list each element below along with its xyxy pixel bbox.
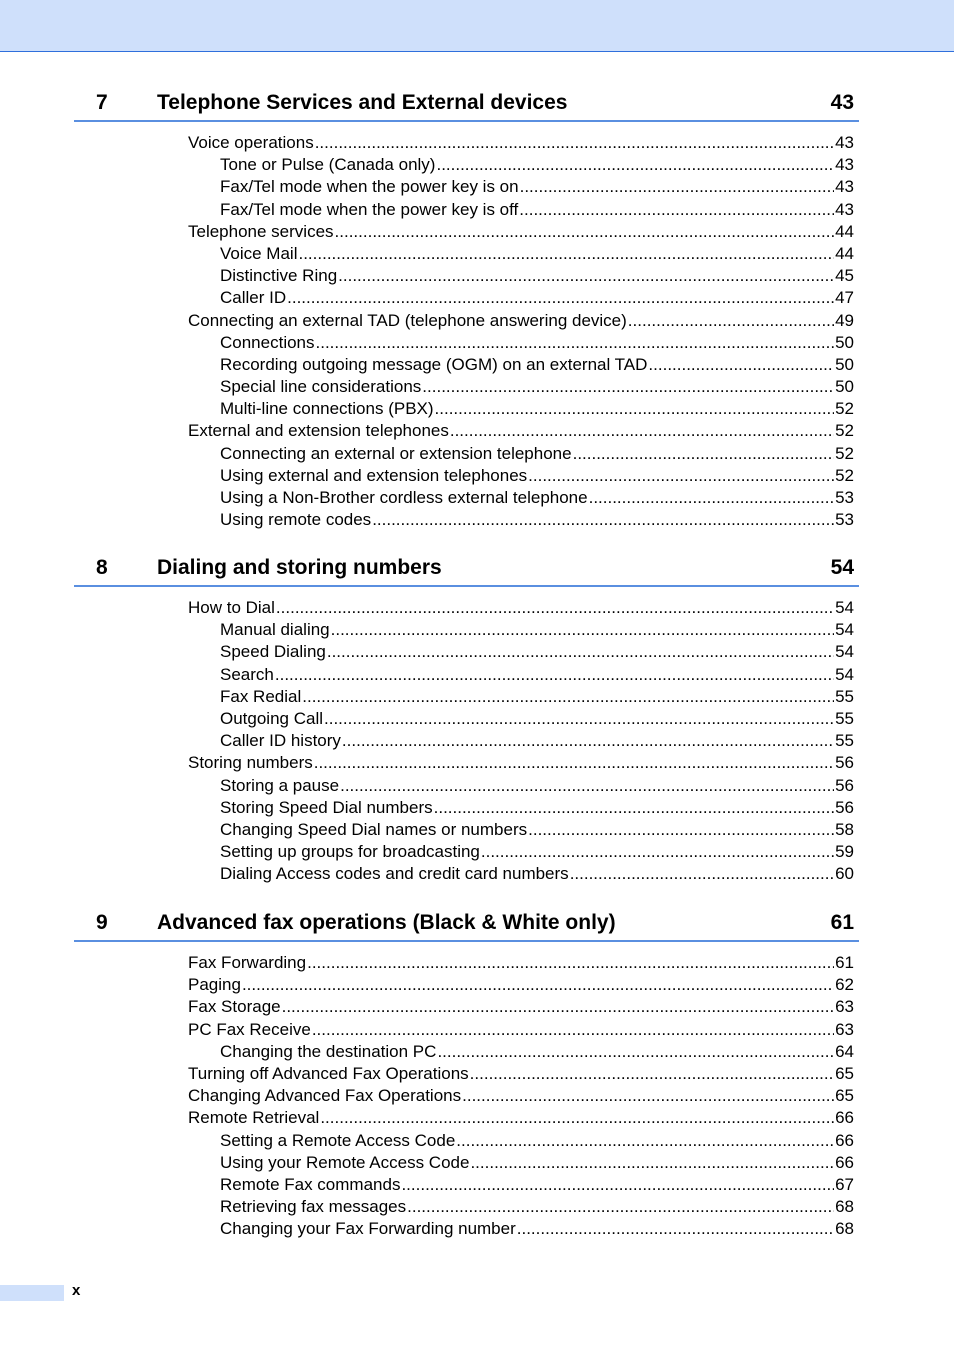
toc-entry-page-number: 63 bbox=[835, 997, 854, 1017]
toc-entry-label: Special line considerations bbox=[220, 377, 422, 397]
toc-entry-label: Changing Speed Dial names or numbers bbox=[220, 819, 528, 839]
toc-entry[interactable] bbox=[188, 1218, 854, 1240]
toc-entry[interactable] bbox=[188, 376, 854, 398]
toc-entry[interactable] bbox=[188, 1019, 854, 1041]
toc-entry-label: Dialing Access codes and credit card numbers bbox=[220, 864, 569, 884]
toc-entry-page-number: 59 bbox=[835, 842, 854, 862]
toc-entry-page-number: 54 bbox=[835, 620, 854, 640]
dot-leader bbox=[648, 354, 834, 376]
dot-leader bbox=[517, 1218, 834, 1240]
toc-entry[interactable] bbox=[188, 199, 854, 221]
toc-entry-page-number: 66 bbox=[835, 1152, 854, 1172]
dot-leader bbox=[282, 996, 834, 1018]
toc-entry[interactable] bbox=[188, 1063, 854, 1085]
toc-entry-label: Fax Forwarding bbox=[188, 953, 307, 972]
footer-page-number: x bbox=[72, 1282, 81, 1299]
toc-entry[interactable] bbox=[188, 420, 854, 442]
toc-entry-label: Storing Speed Dial numbers bbox=[220, 797, 433, 817]
toc-entry-label: Connections bbox=[220, 332, 315, 352]
toc-entry-label: Remote Fax commands bbox=[220, 1174, 401, 1194]
toc-entry-page-number: 45 bbox=[835, 266, 854, 286]
toc-entry[interactable] bbox=[188, 996, 854, 1018]
toc-entry[interactable] bbox=[188, 641, 854, 663]
toc-entry[interactable] bbox=[188, 863, 854, 885]
chapter-section bbox=[74, 906, 859, 1239]
chapter-heading bbox=[74, 86, 859, 122]
toc-entry-page-number: 55 bbox=[835, 686, 854, 706]
toc-entry-list bbox=[188, 597, 854, 885]
dot-leader bbox=[436, 154, 834, 176]
toc-entry[interactable] bbox=[188, 730, 854, 752]
dot-leader bbox=[570, 863, 834, 885]
toc-entry[interactable] bbox=[188, 797, 854, 819]
dot-leader bbox=[401, 1174, 834, 1196]
toc-entry-label: Caller ID history bbox=[220, 731, 341, 751]
toc-entry[interactable] bbox=[188, 509, 854, 531]
toc-entry-page-number: 56 bbox=[835, 753, 854, 773]
dot-leader bbox=[324, 708, 834, 730]
toc-entry[interactable] bbox=[188, 686, 854, 708]
toc-entry-page-number: 50 bbox=[835, 332, 854, 352]
toc-entry-label: Recording outgoing message (OGM) on an external TAD bbox=[220, 354, 648, 374]
dot-leader bbox=[437, 1041, 834, 1063]
toc-entry-label: Voice Mail bbox=[220, 243, 298, 263]
toc-entry-page-number: 62 bbox=[835, 975, 854, 995]
chapter-page-number: 43 bbox=[830, 91, 854, 114]
toc-entry-page-number: 43 bbox=[835, 199, 854, 219]
toc-entry[interactable] bbox=[188, 132, 854, 154]
toc-entry-label: Fax/Tel mode when the power key is off bbox=[220, 199, 519, 219]
toc-entry[interactable] bbox=[188, 619, 854, 641]
toc-entry[interactable] bbox=[188, 1107, 854, 1129]
toc-entry-page-number: 52 bbox=[835, 399, 854, 419]
toc-entry-label: PC Fax Receive bbox=[188, 1019, 311, 1039]
toc-entry-page-number: 47 bbox=[835, 288, 854, 308]
toc-entry[interactable] bbox=[188, 332, 854, 354]
dot-leader bbox=[331, 619, 834, 641]
toc-entry-label: Tone or Pulse (Canada only) bbox=[220, 155, 436, 175]
toc-entry-page-number: 43 bbox=[835, 133, 854, 152]
toc-entry-label: Using remote codes bbox=[220, 510, 372, 530]
chapter-section bbox=[74, 551, 859, 884]
toc-entry-list bbox=[188, 132, 854, 531]
dot-leader bbox=[589, 487, 834, 509]
toc-entry-label: Caller ID bbox=[220, 288, 287, 308]
toc-entry-label: Search bbox=[220, 664, 274, 684]
toc-entry-page-number: 65 bbox=[835, 1086, 854, 1106]
dot-leader bbox=[276, 597, 834, 619]
header-band bbox=[0, 0, 954, 52]
toc-entry[interactable] bbox=[188, 265, 854, 287]
toc-entry[interactable] bbox=[188, 708, 854, 730]
toc-entry-page-number: 43 bbox=[835, 155, 854, 175]
toc-entry-page-number: 53 bbox=[835, 510, 854, 530]
toc-entry-label: Using your Remote Access Code bbox=[220, 1152, 470, 1172]
toc-entry[interactable] bbox=[188, 664, 854, 686]
toc-entry-label: Speed Dialing bbox=[220, 642, 326, 662]
toc-entry[interactable] bbox=[188, 398, 854, 420]
toc-entry-page-number: 68 bbox=[835, 1197, 854, 1217]
dot-leader bbox=[520, 176, 834, 198]
toc-entry-page-number: 49 bbox=[835, 310, 854, 330]
dot-leader bbox=[422, 376, 834, 398]
toc-entry-page-number: 52 bbox=[835, 421, 854, 441]
toc-entry[interactable] bbox=[188, 1174, 854, 1196]
dot-leader bbox=[298, 243, 834, 265]
toc-entry-page-number: 66 bbox=[835, 1130, 854, 1150]
toc-entry-page-number: 60 bbox=[835, 864, 854, 884]
dot-leader bbox=[470, 1152, 834, 1174]
toc-entry-label: Voice operations bbox=[188, 133, 314, 152]
toc-entry-page-number: 44 bbox=[835, 221, 854, 241]
toc-entry-label: Remote Retrieval bbox=[188, 1108, 320, 1128]
chapter-title: Dialing and storing numbers bbox=[157, 556, 442, 579]
toc-entry-page-number: 65 bbox=[835, 1063, 854, 1083]
toc-entry-label: External and extension telephones bbox=[188, 421, 449, 441]
dot-leader bbox=[342, 730, 834, 752]
toc-entry[interactable] bbox=[188, 1196, 854, 1218]
toc-entry-label: Using a Non-Brother cordless external telephone bbox=[220, 488, 588, 507]
toc-entry[interactable] bbox=[188, 952, 854, 974]
toc-entry-label: Fax/Tel mode when the power key is on bbox=[220, 177, 519, 197]
dot-leader bbox=[335, 221, 835, 243]
toc-entry-page-number: 64 bbox=[835, 1041, 854, 1061]
dot-leader bbox=[456, 1130, 834, 1152]
dot-leader bbox=[287, 287, 834, 309]
toc-entry[interactable] bbox=[188, 775, 854, 797]
toc-entry[interactable] bbox=[188, 221, 854, 243]
toc-entry-label: Setting a Remote Access Code bbox=[220, 1130, 456, 1150]
footer-band bbox=[0, 1285, 64, 1301]
dot-leader bbox=[628, 310, 834, 332]
toc-entry-page-number: 54 bbox=[835, 598, 854, 617]
toc-entry-page-number: 55 bbox=[835, 731, 854, 751]
toc-entry-page-number: 58 bbox=[835, 819, 854, 839]
toc-entry-label: Changing Advanced Fax Operations bbox=[188, 1086, 462, 1106]
dot-leader bbox=[315, 132, 834, 154]
toc-entry-page-number: 61 bbox=[835, 953, 854, 972]
toc-entry[interactable] bbox=[188, 154, 854, 176]
dot-leader bbox=[316, 332, 835, 354]
toc-entry-label: Outgoing Call bbox=[220, 708, 324, 728]
toc-entry-label: Changing the destination PC bbox=[220, 1041, 437, 1061]
toc-entry-label: Fax Redial bbox=[220, 686, 302, 706]
dot-leader bbox=[327, 641, 834, 663]
dot-leader bbox=[481, 841, 834, 863]
toc-entry[interactable] bbox=[188, 974, 854, 996]
dot-leader bbox=[407, 1196, 834, 1218]
toc-entry-label: Storing a pause bbox=[220, 775, 340, 795]
toc-entry-label: Telephone services bbox=[188, 221, 334, 241]
dot-leader bbox=[528, 819, 834, 841]
toc-entry-page-number: 53 bbox=[835, 488, 854, 507]
toc-entry-label: Retrieving fax messages bbox=[220, 1197, 407, 1217]
toc-entry-page-number: 50 bbox=[835, 377, 854, 397]
toc-entry-page-number: 44 bbox=[835, 243, 854, 263]
toc-entry[interactable] bbox=[188, 310, 854, 332]
dot-leader bbox=[470, 1063, 834, 1085]
toc-entry-page-number: 63 bbox=[835, 1019, 854, 1039]
dot-leader bbox=[372, 509, 834, 531]
chapter-number: 8 bbox=[96, 556, 108, 579]
toc-entry-page-number: 55 bbox=[835, 708, 854, 728]
dot-leader bbox=[450, 420, 834, 442]
toc-entry[interactable] bbox=[188, 243, 854, 265]
toc-entry-list bbox=[188, 952, 854, 1240]
toc-entry[interactable] bbox=[188, 1041, 854, 1063]
toc-entry-page-number: 56 bbox=[835, 797, 854, 817]
dot-leader bbox=[275, 664, 834, 686]
chapter-heading bbox=[74, 906, 859, 942]
dot-leader bbox=[462, 1085, 834, 1107]
chapter-number: 9 bbox=[96, 911, 108, 934]
chapter-section bbox=[74, 86, 859, 530]
toc-entry-page-number: 50 bbox=[835, 354, 854, 374]
toc-entry-page-number: 54 bbox=[835, 664, 854, 684]
toc-entry[interactable] bbox=[188, 819, 854, 841]
dot-leader bbox=[338, 265, 834, 287]
chapter-page-number: 61 bbox=[830, 911, 854, 934]
toc-entry-page-number: 66 bbox=[835, 1108, 854, 1128]
toc-entry[interactable] bbox=[188, 176, 854, 198]
toc-entry[interactable] bbox=[188, 1152, 854, 1174]
toc-entry-label: Multi-line connections (PBX) bbox=[220, 399, 434, 419]
chapter-number: 7 bbox=[96, 91, 108, 114]
dot-leader bbox=[314, 752, 834, 774]
toc-entry[interactable] bbox=[188, 287, 854, 309]
dot-leader bbox=[242, 974, 834, 996]
dot-leader bbox=[434, 797, 834, 819]
toc-entry-label: Storing numbers bbox=[188, 753, 313, 773]
toc-entry[interactable] bbox=[188, 752, 854, 774]
toc-entry-page-number: 54 bbox=[835, 642, 854, 662]
toc-entry[interactable] bbox=[188, 597, 854, 619]
toc-entry-label: Connecting an external or extension telephone bbox=[220, 443, 572, 463]
chapter-heading bbox=[74, 551, 859, 587]
toc-entry-page-number: 68 bbox=[835, 1219, 854, 1239]
toc-entry[interactable] bbox=[188, 465, 854, 487]
toc-entry-label: Distinctive Ring bbox=[220, 266, 338, 286]
dot-leader bbox=[573, 443, 834, 465]
toc-entry[interactable] bbox=[188, 841, 854, 863]
toc-entry[interactable] bbox=[188, 1130, 854, 1152]
toc-entry-label: Setting up groups for broadcasting bbox=[220, 842, 480, 862]
dot-leader bbox=[320, 1107, 834, 1129]
dot-leader bbox=[302, 686, 834, 708]
toc-entry-page-number: 52 bbox=[835, 465, 854, 485]
toc-entry-page-number: 52 bbox=[835, 443, 854, 463]
chapter-title: Advanced fax operations (Black & White only) bbox=[157, 911, 616, 934]
toc-entry-page-number: 67 bbox=[835, 1174, 854, 1194]
toc-entry-label: Connecting an external TAD (telephone answering device) bbox=[188, 310, 627, 330]
dot-leader bbox=[435, 398, 835, 420]
toc-entry-label: Changing your Fax Forwarding number bbox=[220, 1219, 516, 1239]
toc-entry-label: How to Dial bbox=[188, 598, 275, 617]
toc-entry-label: Fax Storage bbox=[188, 997, 281, 1017]
dot-leader bbox=[528, 465, 834, 487]
dot-leader bbox=[519, 199, 834, 221]
dot-leader bbox=[340, 775, 834, 797]
toc-entry-label: Using external and extension telephones bbox=[220, 465, 528, 485]
toc-entry-label: Paging bbox=[188, 975, 241, 995]
dot-leader bbox=[307, 952, 834, 974]
toc-entry[interactable] bbox=[188, 1085, 854, 1107]
chapter-page-number: 54 bbox=[830, 556, 854, 579]
toc-entry-page-number: 56 bbox=[835, 775, 854, 795]
toc-entry[interactable] bbox=[188, 354, 854, 376]
toc-entry[interactable] bbox=[188, 487, 854, 509]
toc-entry-label: Manual dialing bbox=[220, 620, 330, 640]
toc-entry-label: Turning off Advanced Fax Operations bbox=[188, 1063, 469, 1083]
dot-leader bbox=[312, 1019, 834, 1041]
chapter-title: Telephone Services and External devices bbox=[157, 91, 568, 114]
toc-entry-page-number: 43 bbox=[835, 177, 854, 197]
toc-entry[interactable] bbox=[188, 443, 854, 465]
